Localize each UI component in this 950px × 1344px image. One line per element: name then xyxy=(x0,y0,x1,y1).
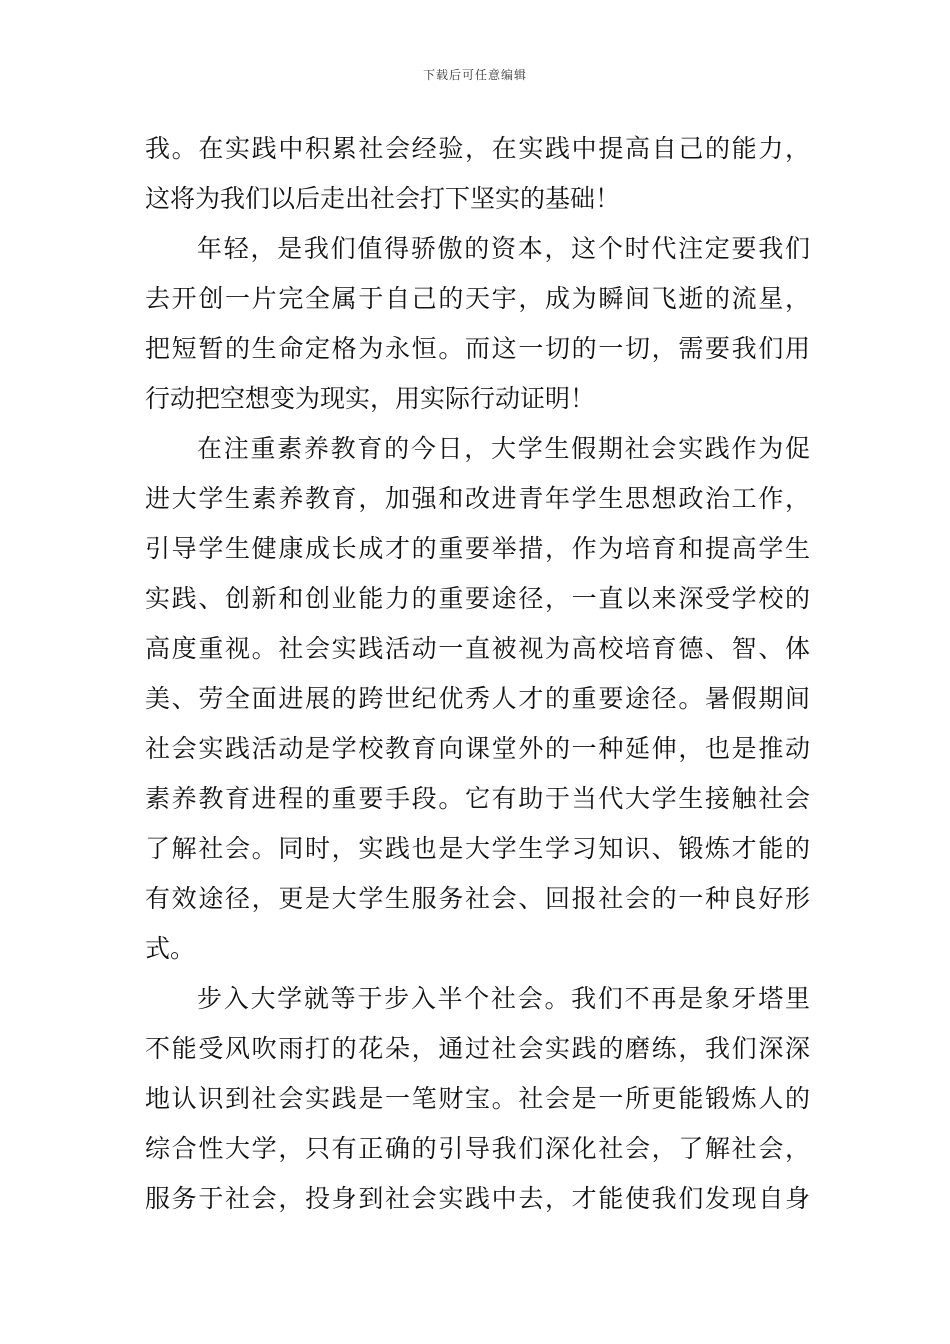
paragraph xyxy=(145,424,810,974)
text-line: 了解社会。同时，实践也是大学生学习知识、锻炼才能的 xyxy=(145,834,810,863)
text-line: 式。 xyxy=(145,934,196,963)
text-line: 行动把空想变为现实，用实际行动证明！ xyxy=(145,384,596,413)
text-line: 社会实践活动是学校教育向课堂外的一种延伸，也是推动 xyxy=(145,734,810,763)
text-line: 引导学生健康成长成才的重要举措，作为培育和提高学生 xyxy=(145,534,810,563)
paragraph xyxy=(145,974,810,1224)
text-line: 实践、创新和创业能力的重要途径，一直以来深受学校的 xyxy=(145,584,810,613)
text-line: 去开创一片完全属于自己的天宇，成为瞬间飞逝的流星， xyxy=(145,284,810,313)
text-line: 地认识到社会实践是一笔财宝。社会是一所更能锻炼人的 xyxy=(145,1084,810,1113)
text-line: 有效途径，更是大学生服务社会、回报社会的一种良好形 xyxy=(145,884,810,913)
text-line: 进大学生素养教育，加强和改进青年学生思想政治工作， xyxy=(145,484,810,513)
text-line: 年轻，是我们值得骄傲的资本，这个时代注定要我们 xyxy=(197,234,810,263)
text-line: 美、劳全面进展的跨世纪优秀人才的重要途径。暑假期间 xyxy=(145,684,810,713)
text-line: 素养教育进程的重要手段。它有助于当代大学生接触社会 xyxy=(145,784,810,813)
text-line: 不能受风吹雨打的花朵，通过社会实践的磨练，我们深深 xyxy=(145,1034,810,1063)
text-line: 步入大学就等于步入半个社会。我们不再是象牙塔里 xyxy=(197,984,810,1013)
document-body xyxy=(145,124,810,1224)
paragraph xyxy=(145,224,810,424)
paragraph xyxy=(145,124,810,224)
text-line: 综合性大学，只有正确的引导我们深化社会，了解社会， xyxy=(145,1134,810,1163)
text-line: 这将为我们以后走出社会打下坚实的基础！ xyxy=(145,184,621,213)
text-line: 在注重素养教育的今日，大学生假期社会实践作为促 xyxy=(197,434,810,463)
text-line: 高度重视。社会实践活动一直被视为高校培育德、智、体 xyxy=(145,634,810,663)
text-line: 服务于社会，投身到社会实践中去，才能使我们发现自身 xyxy=(145,1184,810,1213)
text-line: 我。在实践中积累社会经验，在实践中提高自己的能力， xyxy=(145,134,810,163)
page-header-note: 下载后可任意编辑 xyxy=(422,68,527,82)
text-line: 把短暂的生命定格为永恒。而这一切的一切，需要我们用 xyxy=(145,334,810,363)
